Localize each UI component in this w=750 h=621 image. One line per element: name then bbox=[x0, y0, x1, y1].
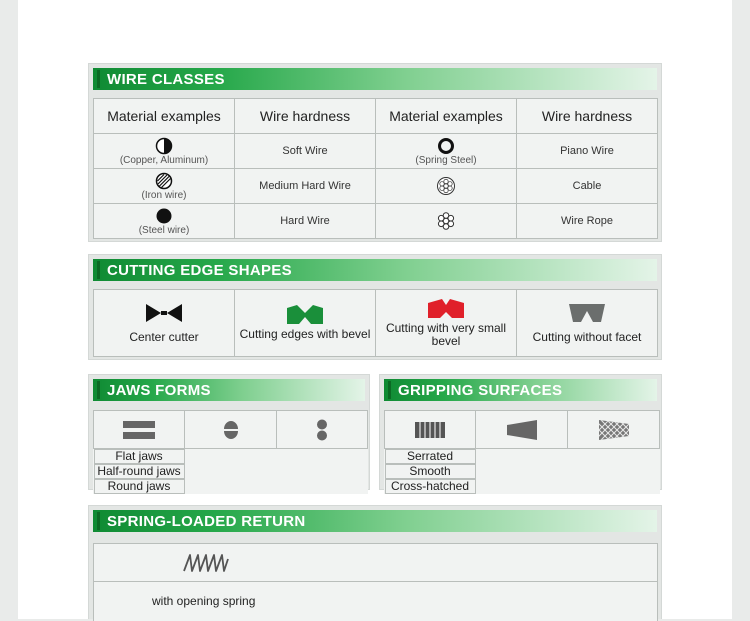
table-cell bbox=[277, 411, 368, 449]
table-cell bbox=[185, 411, 277, 449]
jaw-label: Half-round jaws bbox=[94, 464, 185, 479]
gripping-surfaces-title: GRIPPING SURFACES bbox=[398, 382, 563, 399]
header-wire-hardness: Wire hardness bbox=[235, 99, 376, 134]
wire-classes-panel bbox=[88, 63, 662, 242]
table-cell: Piano Wire bbox=[517, 134, 658, 169]
table-cell bbox=[235, 290, 376, 357]
shape-label: Cutting without facet bbox=[532, 329, 642, 344]
jaw-label: Round jaws bbox=[94, 479, 185, 494]
spring-label: with opening spring bbox=[152, 593, 256, 608]
wire-classes-title: WIRE CLASSES bbox=[107, 71, 225, 88]
gripping-surfaces-table bbox=[384, 410, 660, 494]
ring-icon bbox=[437, 137, 455, 155]
spring-icon bbox=[182, 553, 230, 573]
material-label: (Iron wire) bbox=[141, 189, 187, 201]
table-cell bbox=[376, 204, 517, 239]
table-cell bbox=[376, 169, 517, 204]
table-cell: Soft Wire bbox=[235, 134, 376, 169]
jaws-forms-table bbox=[93, 410, 368, 494]
wire-classes-header bbox=[93, 68, 657, 90]
material-label: (Spring Steel) bbox=[415, 154, 477, 166]
cutting-edge-shapes-header bbox=[93, 259, 657, 281]
table-cell: Cable bbox=[517, 169, 658, 204]
jaw-label: Flat jaws bbox=[94, 449, 185, 464]
cable-strands-icon bbox=[436, 176, 456, 196]
table-cell bbox=[94, 204, 235, 239]
table-cell bbox=[94, 411, 185, 449]
round-jaws-icon bbox=[316, 419, 328, 441]
cross-hatched-icon bbox=[599, 420, 629, 440]
material-label: (Copper, Aluminum) bbox=[119, 154, 209, 166]
spring-loaded-return-title: SPRING-LOADED RETURN bbox=[107, 513, 306, 530]
table-cell: Hard Wire bbox=[235, 204, 376, 239]
table-cell bbox=[94, 544, 658, 582]
serrated-icon bbox=[415, 421, 445, 439]
wire-classes-table bbox=[93, 98, 658, 239]
header-wire-hardness: Wire hardness bbox=[517, 99, 658, 134]
shape-label: Cutting with very small bevel bbox=[385, 320, 507, 348]
surface-label: Serrated bbox=[385, 449, 476, 464]
jaws-forms-header bbox=[93, 379, 365, 401]
spring-loaded-return-header bbox=[93, 510, 657, 532]
header-material-examples: Material examples bbox=[376, 99, 517, 134]
material-label: (Steel wire) bbox=[138, 224, 190, 236]
table-cell bbox=[517, 290, 658, 357]
surface-label: Cross-hatched bbox=[385, 479, 476, 494]
gripping-surfaces-header bbox=[384, 379, 657, 401]
table-cell: Medium Hard Wire bbox=[235, 169, 376, 204]
spring-loaded-return-table bbox=[93, 543, 658, 621]
no-facet-icon bbox=[569, 303, 605, 323]
shape-label: Cutting edges with bevel bbox=[239, 327, 371, 341]
page bbox=[18, 0, 732, 619]
jaws-forms-title: JAWS FORMS bbox=[107, 382, 211, 399]
surface-label: Smooth bbox=[385, 464, 476, 479]
table-cell bbox=[376, 134, 517, 169]
hatched-circle-icon bbox=[155, 172, 173, 190]
table-cell bbox=[94, 169, 235, 204]
cutting-edge-shapes-table bbox=[93, 289, 658, 357]
table-cell: Wire Rope bbox=[517, 204, 658, 239]
table-cell bbox=[476, 411, 568, 449]
small-bevel-icon bbox=[428, 299, 464, 319]
half-round-jaws-icon bbox=[223, 420, 239, 440]
smooth-icon bbox=[507, 420, 537, 440]
table-cell bbox=[94, 582, 658, 621]
cutting-edge-shapes-panel bbox=[88, 254, 662, 360]
table-cell bbox=[385, 411, 476, 449]
cutting-edge-shapes-title: CUTTING EDGE SHAPES bbox=[107, 262, 292, 279]
bevel-edge-icon bbox=[287, 305, 323, 325]
flat-jaws-icon bbox=[123, 420, 155, 440]
shape-label: Center cutter bbox=[129, 329, 199, 344]
table-cell bbox=[94, 290, 235, 357]
spring-loaded-return-panel bbox=[88, 505, 662, 619]
gripping-surfaces-panel bbox=[379, 374, 662, 493]
table-cell bbox=[376, 290, 517, 357]
jaws-forms-panel bbox=[88, 374, 370, 493]
header-material-examples: Material examples bbox=[94, 99, 235, 134]
center-cutter-icon bbox=[146, 303, 182, 323]
filled-circle-icon bbox=[155, 207, 173, 225]
table-cell bbox=[568, 411, 660, 449]
table-cell bbox=[94, 134, 235, 169]
half-filled-circle-icon bbox=[155, 137, 173, 155]
wire-rope-icon bbox=[436, 211, 456, 231]
